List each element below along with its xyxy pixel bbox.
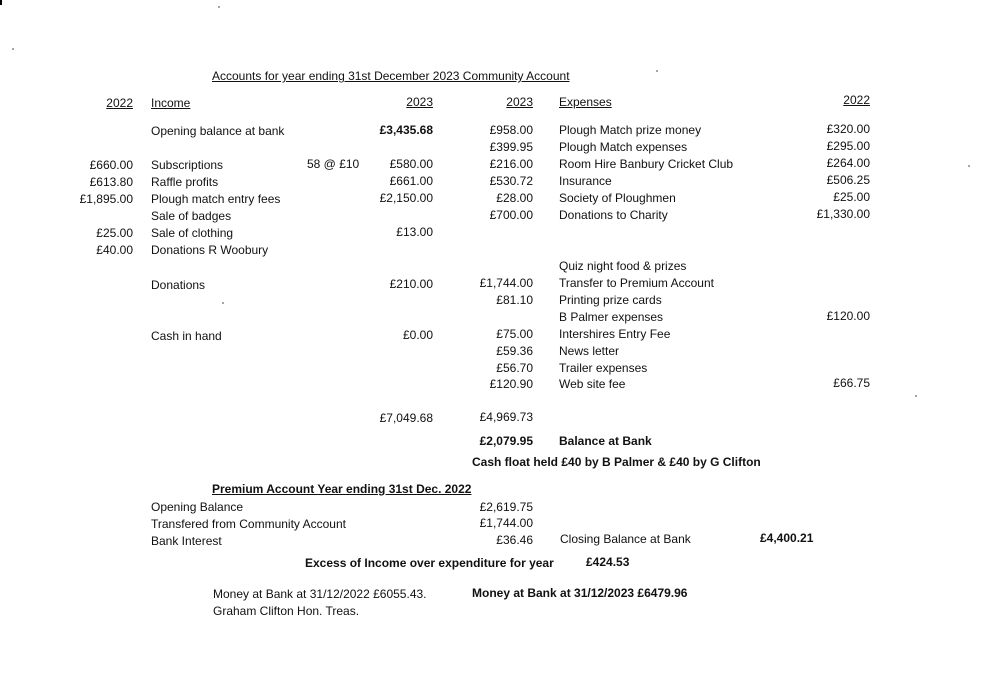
expense-label: Quiz night food & prizes (559, 259, 687, 273)
cash-float-note: Cash float held £40 by B Palmer & £40 by G Clifton (472, 455, 761, 469)
income-header-2023: 2023 (406, 95, 433, 109)
income-header-label: Income (151, 96, 191, 110)
expense-label: B Palmer expenses (559, 310, 664, 324)
scan-speck (218, 6, 220, 8)
income-2022-value: £613.80 (89, 175, 133, 189)
document-title: Accounts for year ending 31st December 2023 Community Account (212, 69, 570, 83)
expense-label: Insurance (559, 174, 612, 188)
expenses-header-label: Expenses (559, 95, 612, 109)
expenses-header-2023: 2023 (506, 95, 533, 109)
expense-2023-value: £530.72 (489, 174, 533, 188)
income-label: Plough match entry fees (151, 192, 281, 206)
income-total: £7,049.68 (379, 411, 433, 425)
premium-label: Bank Interest (151, 534, 222, 548)
expense-label: Plough Match expenses (559, 140, 688, 154)
premium-label: Opening Balance (151, 500, 244, 514)
income-header-2022: 2022 (106, 96, 133, 110)
expenses-header-2022: 2022 (843, 93, 870, 107)
income-2023-value: £580.00 (389, 157, 433, 171)
expense-label: News letter (559, 344, 620, 358)
scan-speck (968, 165, 970, 167)
expense-label: Web site fee (559, 377, 626, 391)
expense-2023-value: £81.10 (496, 293, 533, 307)
expense-label: Society of Ploughmen (559, 191, 676, 205)
expense-2023-value: £958.00 (489, 123, 533, 137)
scan-speck (656, 70, 658, 72)
income-2023-value: £0.00 (402, 328, 433, 342)
expense-2022-value: £66.75 (833, 376, 870, 390)
expense-label: Transfer to Premium Account (559, 276, 714, 290)
money-at-bank-2022: Money at Bank at 31/12/2022 £6055.43. (213, 587, 427, 601)
income-2022-value: £40.00 (96, 243, 133, 257)
expense-2022-value: £1,330.00 (816, 207, 870, 221)
expense-2023-value: £56.70 (496, 361, 533, 375)
opening-balance-value: £3,435.68 (379, 123, 433, 137)
premium-value: £36.46 (496, 533, 533, 547)
excess-value: £424.53 (586, 555, 630, 569)
expense-2022-value: £506.25 (826, 173, 870, 187)
income-label: Sale of badges (151, 209, 232, 223)
treasurer-signature: Graham Clifton Hon. Treas. (213, 604, 360, 618)
income-note: 58 @ £10 (307, 157, 360, 171)
expense-2022-value: £25.00 (833, 190, 870, 204)
expense-2022-value: £320.00 (826, 122, 870, 136)
closing-balance-label: Closing Balance at Bank (560, 532, 691, 546)
expense-label: Donations to Charity (559, 208, 668, 222)
income-label: Cash in hand (151, 329, 222, 343)
balance-value: £2,079.95 (479, 434, 533, 448)
balance-label: Balance at Bank (559, 434, 652, 448)
income-label: Subscriptions (151, 158, 224, 172)
opening-balance-label: Opening balance at bank (151, 124, 285, 138)
expense-2022-value: £264.00 (826, 156, 870, 170)
expense-2023-value: £120.90 (489, 377, 533, 391)
expense-2023-value: £28.00 (496, 191, 533, 205)
expense-2023-value: £700.00 (489, 208, 533, 222)
income-2023-value: £661.00 (389, 174, 433, 188)
income-label: Donations (151, 278, 206, 292)
expense-label: Room Hire Banbury Cricket Club (559, 157, 734, 171)
expense-label: Printing prize cards (559, 293, 662, 307)
premium-title: Premium Account Year ending 31st Dec. 2022 (212, 482, 472, 496)
expense-2022-value: £295.00 (826, 139, 870, 153)
expense-label: Trailer expenses (559, 361, 648, 375)
scan-speck (915, 395, 917, 397)
income-2022-value: £660.00 (89, 158, 133, 172)
expense-label: Intershires Entry Fee (559, 327, 671, 341)
income-2023-value: £2,150.00 (379, 191, 433, 205)
income-2023-value: £13.00 (396, 225, 433, 239)
expense-2023-value: £1,744.00 (479, 276, 533, 290)
expense-2023-value: £75.00 (496, 327, 533, 341)
closing-balance-value: £4,400.21 (760, 531, 814, 545)
income-2023-value: £210.00 (389, 277, 433, 291)
income-2022-value: £25.00 (96, 226, 133, 240)
income-2022-value: £1,895.00 (79, 192, 133, 206)
scan-speck (12, 48, 14, 50)
income-label: Sale of clothing (151, 226, 234, 240)
premium-value: £2,619.75 (479, 500, 533, 514)
income-label: Raffle profits (151, 175, 219, 189)
scan-edge-mark (0, 0, 2, 5)
scan-speck (222, 302, 224, 304)
expense-2022-value: £120.00 (826, 309, 870, 323)
premium-label: Transfered from Community Account (151, 517, 346, 531)
expense-2023-value: £216.00 (489, 157, 533, 171)
income-label: Donations R Woobury (151, 243, 269, 257)
expenses-total: £4,969.73 (479, 410, 533, 424)
excess-label: Excess of Income over expenditure for year (305, 556, 554, 570)
expense-2023-value: £399.95 (489, 140, 533, 154)
expense-label: Plough Match prize money (559, 123, 702, 137)
money-at-bank-2023: Money at Bank at 31/12/2023 £6479.96 (472, 586, 688, 600)
expense-2023-value: £59.36 (496, 344, 533, 358)
premium-value: £1,744.00 (479, 516, 533, 530)
